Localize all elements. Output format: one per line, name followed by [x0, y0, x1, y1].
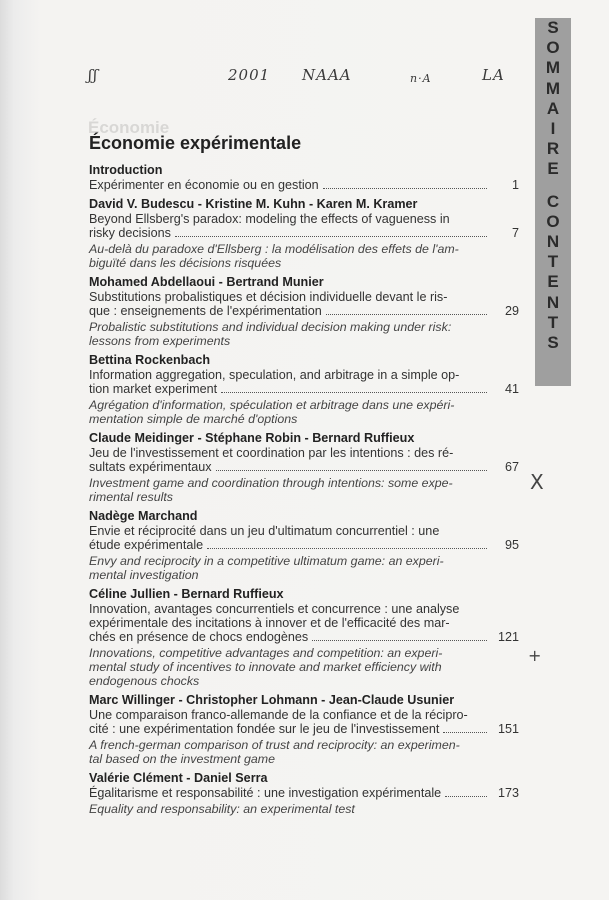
translation-line: endogenous chocks [89, 674, 200, 688]
toc-entry [89, 431, 519, 504]
page-number: 1 [511, 178, 519, 192]
sommaire-letter: S [547, 18, 559, 37]
contents-letter: E [547, 272, 559, 292]
entry-title-line: Substitutions probalistiques et décision individuelle devant le ris- [89, 290, 448, 304]
margin-mark-cross: + [528, 646, 542, 665]
entry-authors: David V. Budescu - Kristine M. Kuhn - Karen M. Kramer [89, 197, 418, 211]
translation-line: lessons from experiments [89, 334, 231, 348]
translation-line: mental investigation [89, 568, 199, 582]
dot-leader [326, 314, 487, 315]
entry-authors: Claude Meidinger - Stéphane Robin - Bernard Ruffieux [89, 431, 415, 445]
entry-title-line: Jeu de l'investissement et coordination par les intentions : des ré- [89, 446, 454, 460]
entry-authors: Mohamed Abdellaoui - Bertrand Munier [89, 275, 324, 289]
entry-title-line: risky decisions [89, 226, 171, 240]
toc-entry [89, 587, 519, 688]
translation-line: biguïté dans les décisions risquées [89, 256, 282, 270]
sommaire-letter: M [545, 78, 561, 98]
entry-title-line: cité : une expérimentation fondée sur le jeu de l'investissement [89, 722, 440, 736]
page-number: 29 [504, 304, 519, 318]
dot-leader [445, 796, 487, 797]
entry-title-last-line [89, 630, 519, 644]
contents-letter: T [547, 312, 559, 332]
entry-translation [89, 398, 519, 426]
contents-letter: O [546, 211, 560, 231]
entry-translation [89, 554, 519, 582]
page-number: 95 [504, 538, 519, 552]
contents-letter: C [546, 191, 560, 211]
entry-authors: Céline Jullien - Bernard Ruffieux [89, 587, 284, 601]
translation-line: tal based on the investment game [89, 752, 275, 766]
entry-translation [89, 320, 519, 348]
translation-line: mentation simple de marché d'options [89, 412, 298, 426]
contents-letter: N [546, 292, 560, 312]
contents-letter: S [547, 333, 559, 353]
entry-authors: Introduction [89, 163, 163, 177]
entry-title-line: chés en présence de chocs endogènes [89, 630, 309, 644]
dot-leader [443, 732, 487, 733]
toc-entry [89, 353, 519, 426]
handwritten-mark: ʃʃ [88, 66, 99, 84]
entry-authors: Valérie Clément - Daniel Serra [89, 771, 268, 785]
entry-title-line: Information aggregation, speculation, and arbitrage in a simple op- [89, 368, 460, 382]
entry-title-line: que : enseignements de l'expérimentation [89, 304, 322, 318]
dot-leader [221, 392, 487, 393]
entry-title-last-line [89, 304, 519, 318]
toc-entry [89, 693, 519, 766]
toc-entry [89, 771, 519, 816]
sommaire-letter: M [545, 58, 561, 78]
entry-title-line: Une comparaison franco-allemande de la confiance et de la récipro- [89, 708, 468, 722]
entry-authors: Marc Willinger - Christopher Lohmann - Jean-Claude Usunier [89, 693, 455, 707]
entry-authors: Bettina Rockenbach [89, 353, 211, 367]
sidebar-letters [535, 18, 571, 353]
page-number: 121 [497, 630, 519, 644]
page-number: 67 [504, 460, 519, 474]
dot-leader [175, 236, 487, 237]
entry-title-last-line [89, 460, 519, 474]
margin-mark-x: X [530, 470, 544, 494]
translation-line: Probalistic substitutions and individual decision making under risk: [89, 320, 452, 334]
sommaire-letter: I [550, 119, 556, 139]
entry-title-last-line [89, 226, 519, 240]
entry-title-last-line [89, 538, 519, 552]
handwritten-year: 2001 [228, 66, 271, 84]
sommaire-letter: E [547, 159, 559, 179]
entry-title-line: Beyond Ellsberg's paradox: modeling the effects of vagueness in [89, 212, 450, 226]
entry-translation [89, 476, 519, 504]
ghost-title: Économie [88, 118, 170, 137]
translation-line: Innovations, competitive advantages and competition: an experi- [89, 646, 443, 660]
handwritten-initials: LA [482, 66, 505, 84]
table-of-contents [89, 163, 519, 821]
toc-entry [89, 163, 519, 192]
entry-title-line: Égalitarisme et responsabilité : une investigation expérimentale [89, 786, 442, 800]
translation-line: Au-delà du paradoxe d'Ellsberg : la modélisation des effets de l'am- [89, 242, 459, 256]
entry-authors: Nadège Marchand [89, 509, 198, 523]
toc-entry [89, 275, 519, 348]
contents-letter: T [547, 252, 559, 272]
handwritten-note: n·A [410, 72, 432, 85]
page-number: 151 [497, 722, 519, 736]
entry-title-last-line [89, 178, 519, 192]
dot-leader [323, 188, 487, 189]
entry-title-last-line [89, 382, 519, 396]
sommaire-letter: A [546, 98, 560, 118]
translation-line: rimental results [89, 490, 174, 504]
sommaire-letter: O [546, 38, 560, 58]
translation-line: Envy and reciprocity in a competitive ultimatum game: an experi- [89, 554, 444, 568]
translation-line: Equality and responsability: an experimental test [89, 802, 355, 816]
entry-title-line: étude expérimentale [89, 538, 204, 552]
translation-line: Agrégation d'information, spéculation et arbitrage dans une expéri- [89, 398, 455, 412]
entry-title-line: Innovation, avantages concurrentiels et concurrence : une analyse [89, 602, 460, 616]
entry-translation [89, 646, 519, 688]
dot-leader [312, 640, 487, 641]
entry-title-line: sultats expérimentaux [89, 460, 212, 474]
entry-title-line: expérimentale des incitations à innover et de l'efficacité des mar- [89, 616, 450, 630]
toc-entry [89, 509, 519, 582]
entry-title-line: Envie et réciprocité dans un jeu d'ultimatum concurrentiel : une [89, 524, 440, 538]
section-title: Économie expérimentale [89, 133, 302, 153]
handwritten-code: NAAA [302, 66, 352, 84]
entry-title-line: tion market experiment [89, 382, 218, 396]
entry-title-last-line [89, 786, 519, 800]
translation-line: A french-german comparison of trust and reciprocity: an experimen- [89, 738, 460, 752]
page-number: 41 [504, 382, 519, 396]
entry-translation [89, 802, 519, 816]
contents-letter: N [546, 232, 560, 252]
entry-translation [89, 738, 519, 766]
toc-entry [89, 197, 519, 270]
sommaire-letter: R [546, 139, 560, 159]
dot-leader [216, 470, 487, 471]
translation-line: Investment game and coordination through intentions: some expe- [89, 476, 453, 490]
page-number: 7 [511, 226, 519, 240]
page-number: 173 [497, 786, 519, 800]
entry-translation [89, 242, 519, 270]
translation-line: mental study of incentives to innovate and market efficiency with [89, 660, 442, 674]
entry-title-last-line [89, 722, 519, 736]
entry-title-line: Expérimenter en économie ou en gestion [89, 178, 319, 192]
dot-leader [207, 548, 487, 549]
